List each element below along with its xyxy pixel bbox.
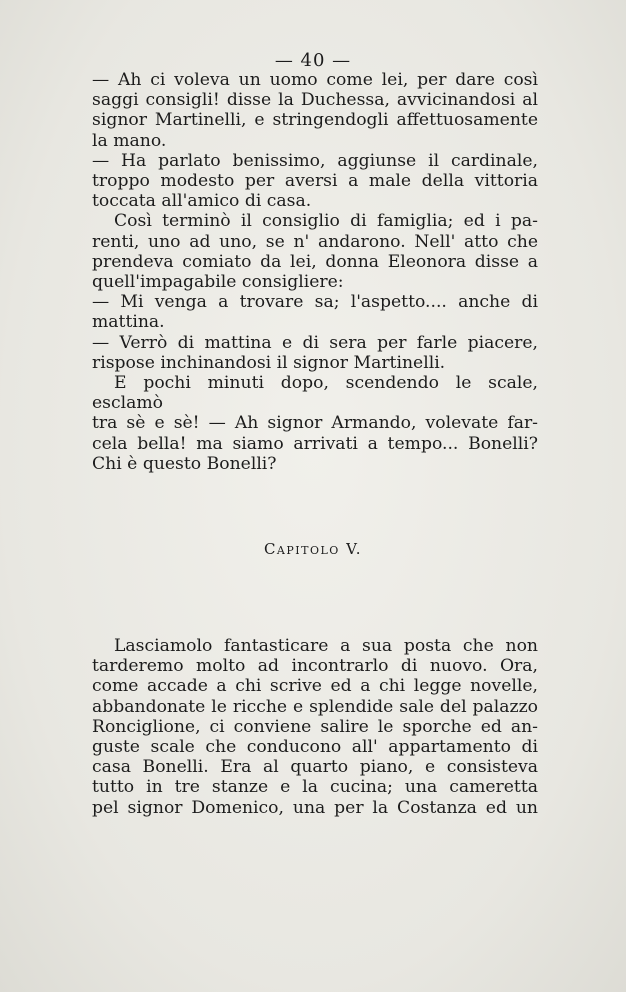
text-line: come accade a chi scrive ed a chi legge novelle, bbox=[92, 676, 538, 697]
text-line: cela bella! ma siamo arrivati a tempo... Bonelli? bbox=[92, 433, 538, 454]
text-line: Ronciglione, ci conviene salire le sporche ed an- bbox=[92, 716, 538, 737]
page-number: — 40 — bbox=[274, 50, 352, 71]
text-line: tra sè e sè! — Ah signor Armando, volevate far- bbox=[92, 413, 538, 434]
text-line: Lasciamolo fantasticare a sua posta che non bbox=[114, 636, 538, 656]
text-line: mattina. bbox=[92, 312, 165, 333]
text-line: — Ah ci voleva un uomo come lei, per dare così bbox=[92, 70, 538, 90]
text-line: casa Bonelli. Era al quarto piano, e consisteva bbox=[92, 757, 538, 778]
text-line: troppo modesto per aversi a male della vittoria bbox=[92, 171, 538, 192]
text-line: E pochi minuti dopo, scendendo le scale, esclamò bbox=[92, 373, 538, 414]
text-line: tutto in tre stanze e la cucina; una cameretta bbox=[92, 777, 538, 798]
text-line: signor Martinelli, e stringendogli affettuosamente bbox=[92, 110, 538, 131]
text-line: la mano. bbox=[92, 130, 167, 151]
text-line: — Mi venga a trovare sa; l'aspetto.... anche di bbox=[92, 292, 538, 313]
chapter-heading: Capitolo V. bbox=[263, 540, 363, 558]
text-line: Così terminò il consiglio di famiglia; ed i pa- bbox=[114, 211, 538, 232]
text-line: quell'impagabile consigliere: bbox=[92, 272, 344, 293]
text-block-bottom bbox=[92, 636, 538, 818]
text-line: guste scale che conducono all' appartamento di bbox=[92, 737, 538, 758]
text-line: rispose inchinandosi il signor Martinelli. bbox=[92, 352, 446, 373]
text-line: pel signor Domenico, una per la Costanza ed un bbox=[92, 797, 538, 818]
text-line: saggi consigli! disse la Duchessa, avvicinandosi al bbox=[92, 90, 538, 111]
text-line: toccata all'amico di casa. bbox=[92, 191, 312, 212]
text-block-top bbox=[92, 70, 538, 474]
text-line: tarderemo molto ad incontrarlo di nuovo. Ora, bbox=[92, 656, 538, 677]
text-line: abbandonate le ricche e splendide sale del palazzo bbox=[92, 696, 538, 717]
text-line: — Verrò di mattina e di sera per farle piacere, bbox=[92, 332, 538, 353]
text-line: renti, uno ad uno, se n' andarono. Nell' atto che bbox=[92, 231, 538, 252]
text-line: prendeva comiato da lei, donna Eleonora disse a bbox=[92, 251, 538, 272]
text-line: Chi è questo Bonelli? bbox=[92, 453, 277, 474]
text-line: — Ha parlato benissimo, aggiunse il cardinale, bbox=[92, 150, 538, 171]
